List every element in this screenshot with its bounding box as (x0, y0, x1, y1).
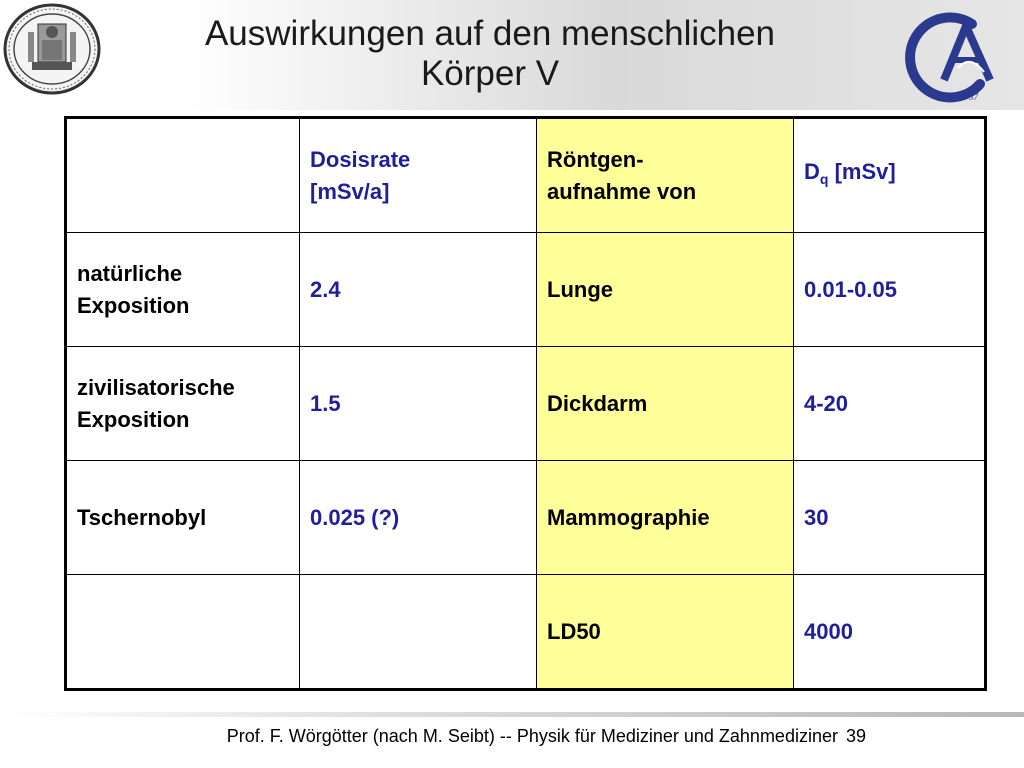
header-xray-line-1: Röntgen- (547, 146, 644, 172)
header-dq-unit: [mSv] (828, 159, 896, 184)
row-dose-cell: 2.4 (300, 233, 537, 347)
header-dose-line-1: Dosisrate (310, 146, 411, 172)
header-cell-dq (794, 118, 986, 233)
header-dq-subscript: q (819, 171, 829, 187)
row-label-line-2: Exposition (77, 292, 190, 318)
row-label-cell (66, 461, 300, 575)
title-line-1: Auswirkungen auf den menschlichen (204, 14, 776, 53)
row-label-line-1: Tschernobyl (77, 504, 207, 530)
row-label-cell (66, 575, 300, 690)
footer-divider (0, 712, 1024, 717)
table-row (66, 461, 986, 575)
row-xray-cell: Mammographie (537, 461, 794, 575)
row-label-cell (66, 233, 300, 347)
row-dose-cell: 1.5 (300, 347, 537, 461)
table-row (66, 233, 986, 347)
row-label-cell (66, 347, 300, 461)
radiation-dose-table (64, 116, 987, 691)
header-cell-dose (300, 118, 537, 233)
page-number: 39 (845, 726, 866, 746)
header-dq-main: D (804, 159, 820, 184)
title-line-2: Körper V (420, 54, 560, 93)
row-dq-cell: 30 (794, 461, 986, 575)
row-xray-cell: LD50 (537, 575, 794, 690)
footer-credit: Prof. F. Wörgötter (nach M. Seibt) -- Physik für Mediziner und Zahnmediziner (226, 726, 838, 746)
row-label-line-1: zivilisatorische (77, 374, 235, 400)
table-header-row (66, 118, 986, 233)
row-dose-cell (300, 575, 537, 690)
table-row (66, 575, 986, 690)
footer (0, 724, 866, 748)
row-xray-cell: Dickdarm (537, 347, 794, 461)
header-xray-line-2: aufnahme von (547, 178, 697, 204)
row-dq-cell: 4-20 (794, 347, 986, 461)
university-seal-icon (2, 2, 102, 96)
row-xray-cell: Lunge (537, 233, 794, 347)
page-title (140, 14, 840, 94)
row-label-line-2: Exposition (77, 406, 190, 432)
logo-year: 1737 (960, 92, 978, 102)
georg-august-monogram-logo (898, 6, 1010, 106)
header-dose-line-2: [mSv/a] (310, 178, 390, 204)
row-dose-cell: 0.025 (?) (300, 461, 537, 575)
table-row (66, 347, 986, 461)
header-cell-xray (537, 118, 794, 233)
header-cell-empty (66, 118, 300, 233)
row-dq-cell: 0.01-0.05 (794, 233, 986, 347)
row-label-line-1: natürliche (77, 260, 183, 286)
row-dq-cell: 4000 (794, 575, 986, 690)
